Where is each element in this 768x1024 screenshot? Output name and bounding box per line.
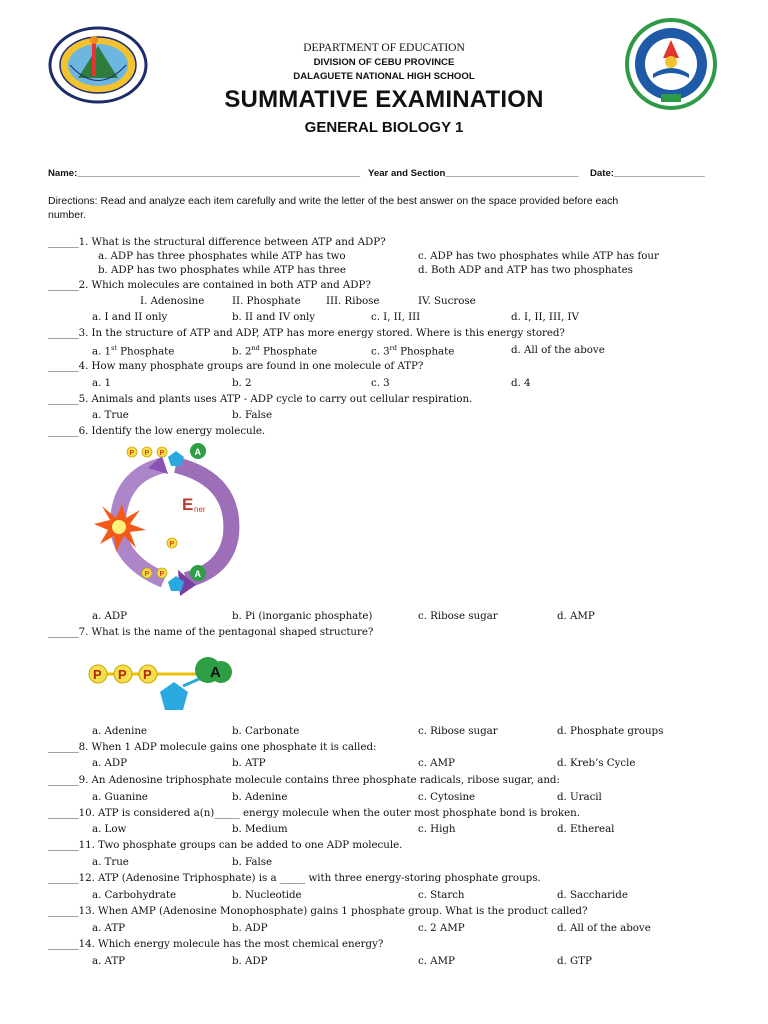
directions-line1: Directions: Read and analyze each item carefully and write the letter of the best answer on the space provided before each bbox=[48, 195, 619, 207]
svg-text:P: P bbox=[169, 541, 175, 548]
q9-choice-a: a. Guanine bbox=[92, 791, 148, 803]
atp-adp-cycle-figure bbox=[86, 440, 256, 600]
division-heading: DIVISION OF CEBU PROVINCE bbox=[313, 57, 455, 68]
q1-choice-b: b. ADP has two phosphates while ATP has three bbox=[98, 264, 346, 276]
q10-choice-d: d. Ethereal bbox=[557, 823, 615, 835]
school-heading: DALAGUETE NATIONAL HIGH SCHOOL bbox=[293, 71, 475, 82]
svg-text:A: A bbox=[194, 569, 201, 579]
q6-choice-b: b. Pi (inorganic phosphate) bbox=[232, 610, 373, 622]
q13-choice-b: b. ADP bbox=[232, 922, 268, 934]
svg-text:P: P bbox=[129, 450, 135, 457]
svg-text:P: P bbox=[118, 667, 127, 682]
q11-choice-a: a. True bbox=[92, 856, 129, 868]
q13-choice-d: d. All of the above bbox=[557, 922, 651, 934]
q1-choice-c: c. ADP has two phosphates while ATP has four bbox=[418, 250, 659, 262]
q8-choice-d: d. Kreb’s Cycle bbox=[557, 757, 636, 769]
q13-choice-c: c. 2 AMP bbox=[418, 922, 465, 934]
q10-choice-a: a. Low bbox=[92, 823, 127, 835]
question-8: ______8. When 1 ADP molecule gains one phosphate it is called: bbox=[48, 741, 377, 753]
question-14: ______14. Which energy molecule has the most chemical energy? bbox=[48, 938, 384, 950]
q2-roman-3: III. Ribose bbox=[326, 295, 380, 307]
q14-choice-b: b. ADP bbox=[232, 955, 268, 967]
svg-text:A: A bbox=[210, 664, 221, 681]
directions-line2: number. bbox=[48, 209, 86, 221]
subject-title: GENERAL BIOLOGY 1 bbox=[304, 119, 464, 136]
q8-choice-b: b. ATP bbox=[232, 757, 266, 769]
year-section-field[interactable]: Year and Section_________________________ bbox=[368, 168, 579, 179]
q3-choice-c: c. 3rd Phosphate bbox=[371, 344, 455, 358]
q2-choice-a: a. I and II only bbox=[92, 311, 168, 323]
svg-text:A: A bbox=[194, 447, 201, 457]
q5-choice-a: a. True bbox=[92, 409, 129, 421]
q7-choice-c: c. Ribose sugar bbox=[418, 725, 498, 737]
q10-choice-c: c. High bbox=[418, 823, 456, 835]
q3-choice-a: a. 1st Phosphate bbox=[92, 344, 175, 358]
question-13: ______13. When AMP (Adenosine Monophosphate) gains 1 phosphate group. What is the product called? bbox=[48, 905, 588, 917]
q4-choice-a: a. 1 bbox=[92, 377, 112, 389]
name-field[interactable]: Name:_____________________________________________________ bbox=[48, 168, 361, 179]
question-10: ______10. ATP is considered a(n)_____ energy molecule when the outer most phosphate bond is broken. bbox=[48, 807, 580, 819]
q2-roman-1: I. Adenosine bbox=[140, 295, 205, 307]
q1-choice-a: a. ADP has three phosphates while ATP has two bbox=[98, 250, 346, 262]
q4-choice-b: b. 2 bbox=[232, 377, 252, 389]
q7-choice-b: b. Carbonate bbox=[232, 725, 300, 737]
q6-choice-c: c. Ribose sugar bbox=[418, 610, 498, 622]
question-4: ______4. How many phosphate groups are found in one molecule of ATP? bbox=[48, 360, 424, 372]
q12-choice-c: c. Starch bbox=[418, 889, 465, 901]
q14-choice-c: c. AMP bbox=[418, 955, 455, 967]
q9-choice-d: d. Uracil bbox=[557, 791, 602, 803]
q11-choice-b: b. False bbox=[232, 856, 272, 868]
question-9: ______9. An Adenosine triphosphate molecule contains three phosphate radicals, ribose sugar, and: bbox=[48, 774, 560, 786]
question-5: ______5. Animals and plants uses ATP - ADP cycle to carry out cellular respiration. bbox=[48, 393, 473, 405]
question-12: ______12. ATP (Adenosine Triphosphate) is a _____ with three energy-storing phosphate groups. bbox=[48, 872, 541, 884]
q12-choice-a: a. Carbohydrate bbox=[92, 889, 176, 901]
q5-choice-b: b. False bbox=[232, 409, 272, 421]
q4-choice-c: c. 3 bbox=[371, 377, 390, 389]
svg-text:P: P bbox=[144, 450, 150, 457]
question-6: ______6. Identify the low energy molecule. bbox=[48, 425, 266, 437]
q10-choice-b: b. Medium bbox=[232, 823, 288, 835]
q2-choice-d: d. I, II, III, IV bbox=[511, 311, 579, 323]
q7-choice-d: d. Phosphate groups bbox=[557, 725, 664, 737]
question-2: ______2. Which molecules are contained in both ATP and ADP? bbox=[48, 279, 371, 291]
q14-choice-d: d. GTP bbox=[557, 955, 592, 967]
svg-text:P: P bbox=[159, 450, 165, 457]
q6-choice-a: a. ADP bbox=[92, 610, 128, 622]
atp-molecule-figure bbox=[86, 652, 246, 716]
q4-choice-d: d. 4 bbox=[511, 377, 531, 389]
svg-text:ner: ner bbox=[194, 505, 206, 514]
q12-choice-d: d. Saccharide bbox=[557, 889, 628, 901]
q7-choice-a: a. Adenine bbox=[92, 725, 147, 737]
question-11: ______11. Two phosphate groups can be added to one ADP molecule. bbox=[48, 839, 403, 851]
exam-title: SUMMATIVE EXAMINATION bbox=[224, 86, 544, 113]
svg-text:P: P bbox=[93, 667, 102, 682]
q2-choice-b: b. II and IV only bbox=[232, 311, 316, 323]
department-heading: DEPARTMENT OF EDUCATION bbox=[303, 42, 465, 54]
q2-choice-c: c. I, II, III bbox=[371, 311, 421, 323]
question-3: ______3. In the structure of ATP and ADP, ATP has more energy stored. Where is this energy stored? bbox=[48, 327, 565, 339]
date-field[interactable]: Date:_________________ bbox=[590, 168, 705, 179]
q2-roman-2: II. Phosphate bbox=[232, 295, 301, 307]
q1-choice-d: d. Both ADP and ATP has two phosphates bbox=[418, 264, 633, 276]
q14-choice-a: a. ATP bbox=[92, 955, 126, 967]
q3-choice-b: b. 2nd Phosphate bbox=[232, 344, 318, 358]
q3-choice-d: d. All of the above bbox=[511, 344, 605, 356]
q12-choice-b: b. Nucleotide bbox=[232, 889, 302, 901]
q9-choice-b: b. Adenine bbox=[232, 791, 288, 803]
q6-choice-d: d. AMP bbox=[557, 610, 595, 622]
svg-text:E: E bbox=[182, 495, 194, 514]
svg-text:P: P bbox=[143, 667, 152, 682]
q8-choice-c: c. AMP bbox=[418, 757, 455, 769]
svg-text:P: P bbox=[159, 571, 165, 578]
q9-choice-c: c. Cytosine bbox=[418, 791, 476, 803]
svg-text:P: P bbox=[144, 571, 150, 578]
q13-choice-a: a. ATP bbox=[92, 922, 126, 934]
q2-roman-4: IV. Sucrose bbox=[418, 295, 476, 307]
q8-choice-a: a. ADP bbox=[92, 757, 128, 769]
question-7: ______7. What is the name of the pentagonal shaped structure? bbox=[48, 626, 374, 638]
question-1: ______1. What is the structural difference between ATP and ADP? bbox=[48, 236, 386, 248]
